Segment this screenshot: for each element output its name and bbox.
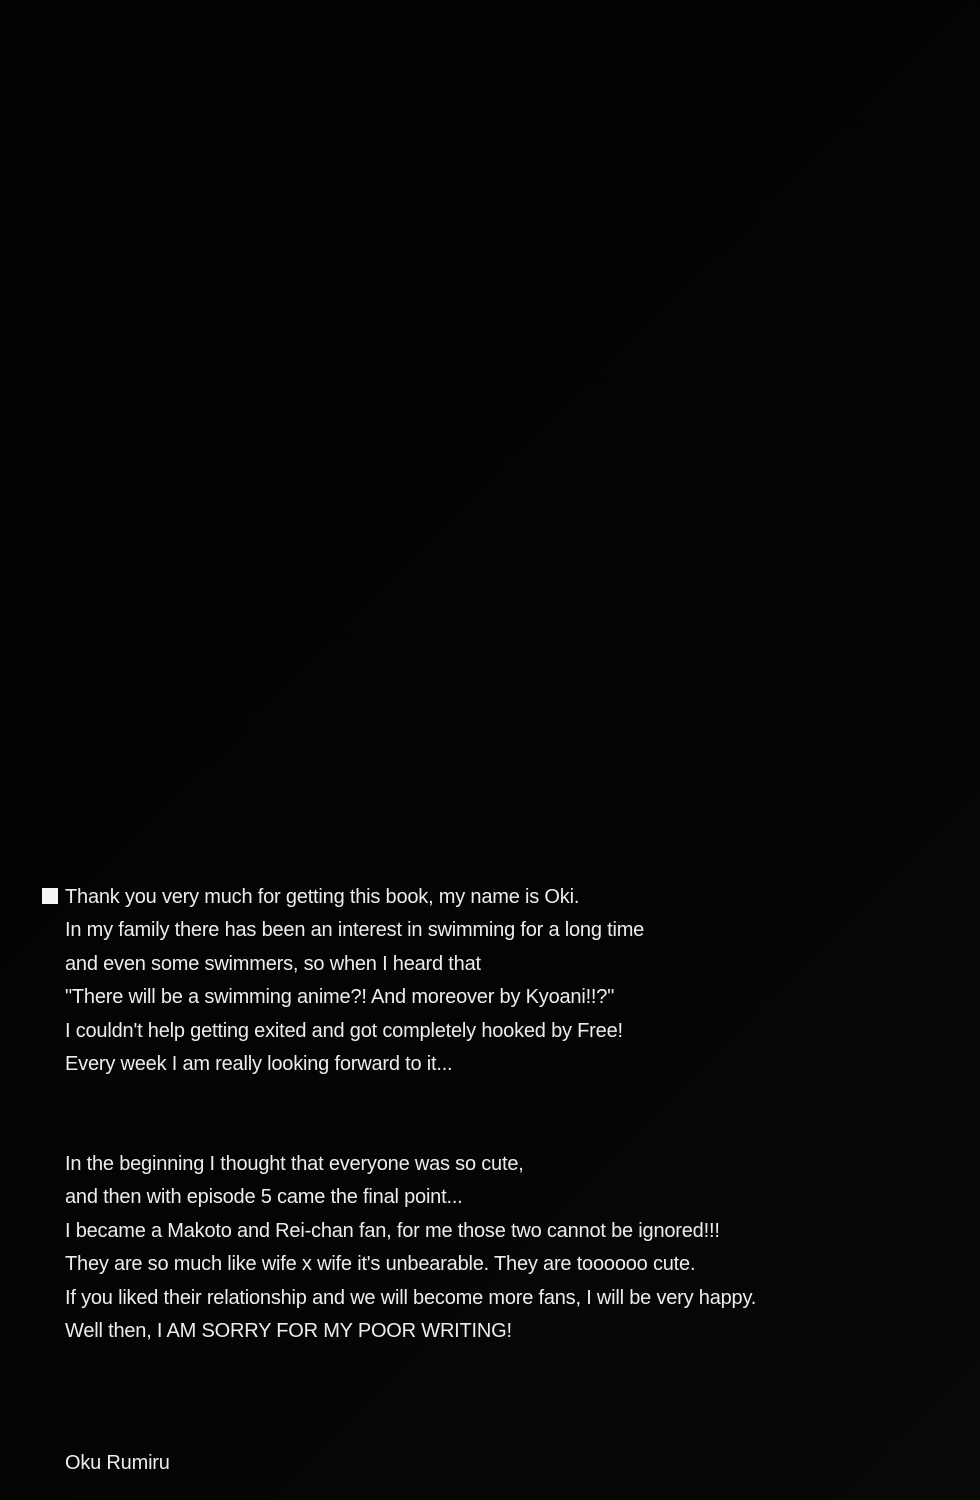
afterword-line-text: and even some swimmers, so when I heard that xyxy=(65,952,481,975)
afterword-line-text: In my family there has been an interest in swimming for a long time xyxy=(65,919,645,942)
afterword-line-text: Thank you very much for getting this book, my name is Oki. xyxy=(65,886,580,908)
afterword-line-text: If you liked their relationship and we will become more fans, I will be very happy. xyxy=(65,1286,757,1309)
afterword-paragraph-1 xyxy=(0,881,980,1081)
afterword-line-text: and then with episode 5 came the final point... xyxy=(65,1186,463,1209)
afterword-line-text: I became a Makoto and Rei-chan fan, for me those two cannot be ignored!!! xyxy=(65,1219,720,1242)
afterword-line-text: Well then, I AM SORRY FOR MY POOR WRITING! xyxy=(65,1320,512,1343)
afterword-line-text: "There will be a swimming anime?! And moreover by Kyoani!!?" xyxy=(65,986,615,1009)
afterword-paragraph-2 xyxy=(0,1148,980,1348)
afterword-line xyxy=(0,881,980,914)
afterword-line-text: Every week I am really looking forward to it... xyxy=(65,1053,453,1076)
afterword-line-text: I couldn't help getting exited and got completely hooked by Free! xyxy=(65,1019,623,1042)
afterword-line-text: They are so much like wife x wife it's unbearable. They are toooooo cute. xyxy=(65,1253,696,1276)
afterword-line-text: In the beginning I thought that everyone was so cute, xyxy=(65,1153,524,1175)
author-signature xyxy=(0,1447,980,1480)
author-signature-text: Oku Rumiru xyxy=(65,1452,170,1474)
square-bullet-icon xyxy=(42,888,58,904)
